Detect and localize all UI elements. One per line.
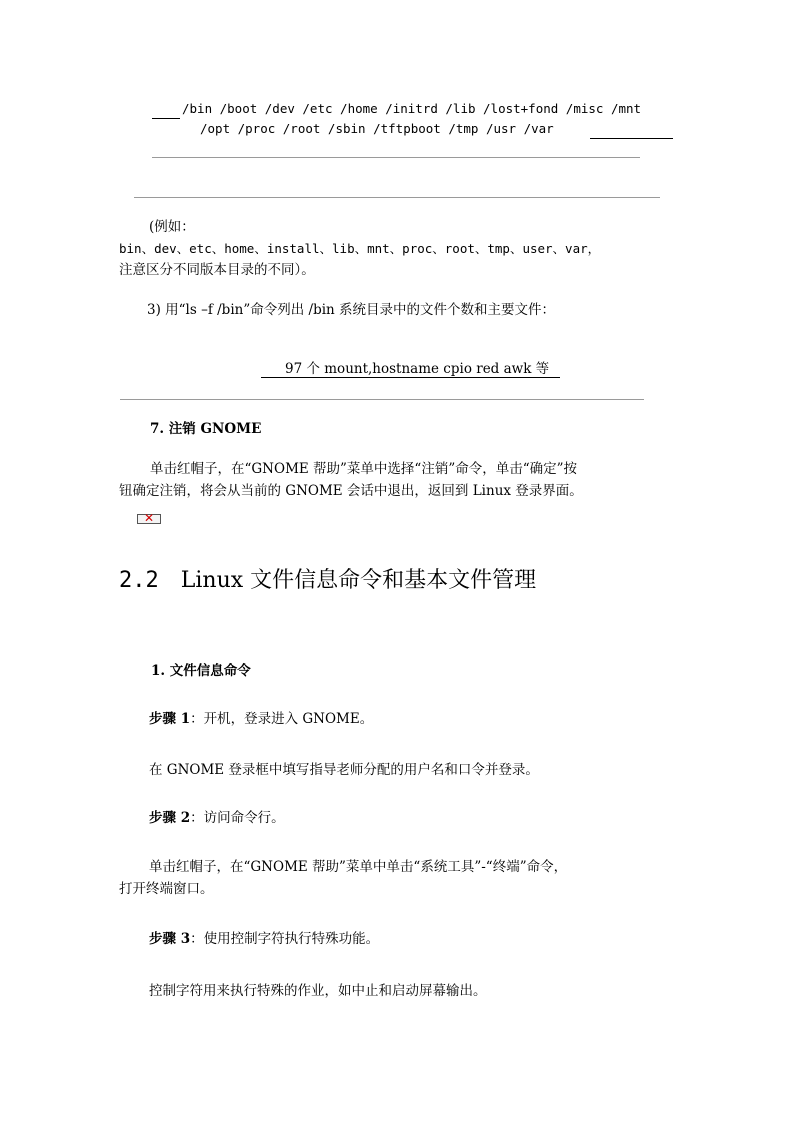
dir-underline-lead (152, 118, 180, 119)
step-3-text: ：使用控制字符执行特殊功能。 (190, 931, 380, 947)
step-3-label: 步骤 3 (149, 931, 191, 947)
logout-para-line-1: 单击红帽子，在“GNOME 帮助”菜单中选择“注销”命令，单击“确定”按 (150, 461, 578, 477)
section-heading (119, 568, 536, 594)
step-3-detail: 控制字符用来执行特殊的作业，如中止和启动屏幕输出。 (149, 983, 487, 999)
step-1 (149, 711, 373, 727)
step-3 (149, 931, 379, 947)
logout-para-line-2: 钮确定注销，将会从当前的 GNOME 会话中退出，返回到 Linux 登录界面。 (119, 483, 583, 499)
ls-answer: 97 个 mount,hostname cpio red awk 等 (285, 361, 550, 377)
section-number: 2.2 (119, 568, 159, 593)
step-2-detail-line-2: 打开终端窗口。 (119, 881, 214, 897)
broken-image-icon: ✕ (137, 514, 161, 524)
ls-answer-underline (261, 377, 560, 378)
file-info-heading: 1. 文件信息命令 (151, 663, 251, 679)
answer-rule-3 (120, 399, 644, 400)
ls-question: 3) 用“ls –f /bin”命令列出 /bin 系统目录中的文件个数和主要文件： (147, 302, 556, 318)
step-1-label: 步骤 1 (149, 711, 191, 727)
example-note: 注意区分不同版本目录的不同）。 (119, 262, 315, 278)
dir-list-line-2: /opt /proc /root /sbin /tftpboot /tmp /usr /var (200, 121, 554, 136)
step-2-detail-line-1: 单击红帽子，在“GNOME 帮助”菜单中单击“系统工具”-“终端”命令， (149, 859, 568, 875)
step-1-text: ：开机，登录进入 GNOME。 (190, 711, 374, 727)
example-dir-list: bin、dev、etc、home、install、lib、mnt、proc、root、tmp、user、var， (119, 241, 601, 256)
example-intro: (例如： (149, 219, 195, 235)
logout-heading: 7. 注销 GNOME (150, 421, 262, 437)
step-2 (149, 810, 285, 826)
section-title: Linux 文件信息命令和基本文件管理 (180, 568, 537, 593)
dir-list-line-1: /bin /boot /dev /etc /home /initrd /lib /lost+fond /misc /mnt (182, 101, 642, 116)
step-2-label: 步骤 2 (149, 810, 191, 826)
answer-rule-2 (134, 197, 660, 198)
step-1-detail: 在 GNOME 登录框中填写指导老师分配的用户名和口令并登录。 (149, 762, 539, 778)
dir-underline-tail (590, 138, 673, 139)
step-2-text: ：访问命令行。 (190, 810, 285, 826)
answer-rule-1 (152, 157, 640, 158)
